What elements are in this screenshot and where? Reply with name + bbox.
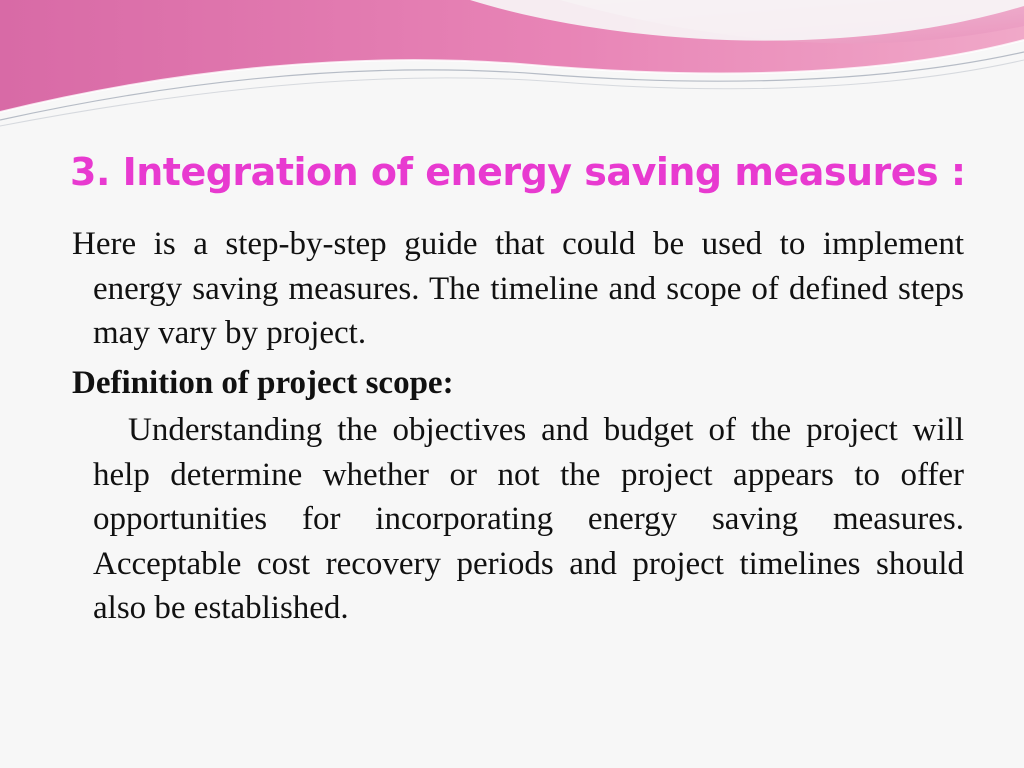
header-wave-decoration (0, 0, 1024, 130)
intro-paragraph: Here is a step-by-step guide that could be used to implement energy saving measures. The timeline and scope of defined steps may vary by project. (72, 226, 964, 351)
slide-title: 3. Integration of energy saving measures : (70, 150, 966, 194)
section-body-paragraph: Understanding the objectives and budget of the project will help determine whether or not the project appears to offer opportunities for incorporating energy saving measures. Acceptable cost recovery periods and project timelines should also be established. (93, 412, 964, 626)
section-heading: Definition of project scope: (72, 364, 454, 401)
slide-content (72, 222, 964, 631)
